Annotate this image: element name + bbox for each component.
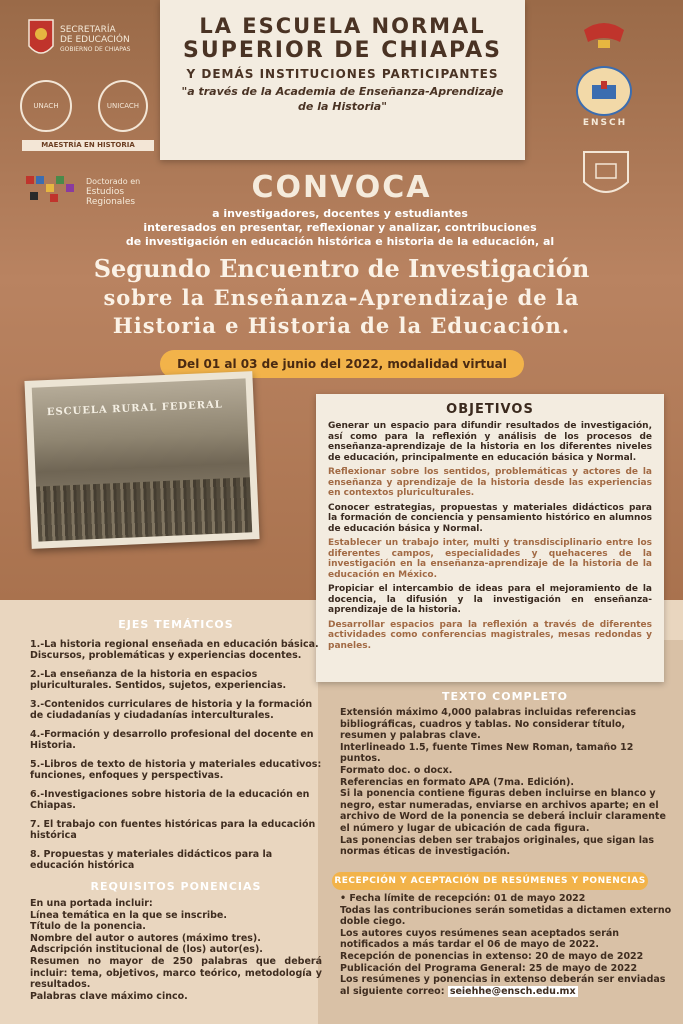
requisito-line: Línea temática en la que se inscribe. xyxy=(30,909,227,921)
intro-line3: de investigación en educación histórica e historia de la educación, al xyxy=(125,235,555,248)
recepcion-last-line: Los resúmenes y ponencias in extenso deberán ser enviadas al siguiente correo: xyxy=(340,974,666,997)
contact-email-link[interactable]: seiehhe@ensch.edu.mx xyxy=(449,985,576,997)
texto-line: Extensión máximo 4,000 palabras incluidas referencias bibliográficas, cuadros y tablas. No considerar título, resumen y palabras clave. xyxy=(340,707,637,742)
header-line5: de la Historia" xyxy=(298,100,387,113)
photo-crowd xyxy=(36,477,252,541)
intro-line2: interesados en presentar, reflexionar y analizar, contribuciones xyxy=(143,221,537,234)
photo-sign-text: ESCUELA RURAL FEDERAL xyxy=(46,399,224,419)
recepcion-line: Recepción de ponencias in extenso: 20 de mayo de 2022 xyxy=(340,950,644,962)
texto-line: Formato doc. o docx. xyxy=(340,764,453,776)
event-title-line3: Historia e Historia de la Educación. xyxy=(112,313,571,338)
header-line3: Y DEMÁS INSTITUCIONES PARTICIPANTES xyxy=(186,67,499,81)
doc-line1: Doctorado en xyxy=(86,177,141,186)
texto-completo-section xyxy=(340,690,670,858)
objetivo-item: Reflexionar sobre los sentidos, problemáticas y actores de la enseñanza y aprendizaje de la historia desde las experiencias en contextos pluriculturales. xyxy=(328,467,652,498)
ensch-label: ENSCH xyxy=(582,118,628,128)
ensch-seal-icon xyxy=(576,66,632,116)
event-title-line1: Segundo Encuentro de Investigación xyxy=(93,254,590,283)
eje-item: 4.-Formación y desarrollo profesional del docente en Historia. xyxy=(30,729,314,751)
secretaria-label xyxy=(60,25,130,55)
recepcion-line: • Fecha límite de recepción: 01 de mayo 2022 xyxy=(340,893,586,904)
historic-photo xyxy=(24,371,259,549)
eje-item: 8. Propuestas y materiales didácticos para la educación histórica xyxy=(30,849,273,871)
doc-line2: Estudios xyxy=(86,187,125,197)
eje-item: 2.-La enseñanza de la historia en espacios pluriculturales. Sentidos, sujetos, experiencias. xyxy=(30,669,287,691)
recepcion-line xyxy=(340,974,672,997)
recepcion-line: Los autores cuyos resúmenes sean aceptados serán notificados a más tardar el 06 de mayo de 2022. xyxy=(340,927,620,951)
requisito-line: En una portada incluir: xyxy=(30,898,153,909)
header-line2: SUPERIOR DE CHIAPAS xyxy=(183,38,502,63)
recepcion-line: Todas las contribuciones serán sometidas a dictamen externo doble ciego. xyxy=(340,904,672,928)
ensch-crest-icon xyxy=(576,20,632,70)
header-line4: "a través de la Academia de Enseñanza-Aprendizaje xyxy=(181,85,504,98)
requisito-line: Nombre del autor o autores (máximo tres). xyxy=(30,932,261,944)
requisito-line: Palabras clave máximo cinco. xyxy=(30,990,188,1002)
school-photo-image xyxy=(32,378,253,541)
unach-logo-icon xyxy=(20,80,72,132)
texto-line: Referencias en formato APA (7ma. Edición). xyxy=(340,776,574,788)
event-date-badge: Del 01 al 03 de junio del 2022, modalidad virtual xyxy=(160,350,524,378)
requisito-line: Adscripción institucional de (los) autor(es). xyxy=(30,944,263,956)
recepcion-section xyxy=(340,893,672,997)
requisito-line: Resumen no mayor de 250 palabras que deberá incluir: tema, objetivos, marco teórico, metodología y resultados. xyxy=(30,955,322,991)
eje-item: 7. El trabajo con fuentes históricas para la educación histórica xyxy=(30,819,316,841)
eje-item: 1.-La historia regional enseñada en educación básica. Discursos, problemáticas y experiencias docentes. xyxy=(30,639,319,661)
texto-line: Interlineado 1.5, fuente Times New Roman, tamaño 12 puntos. xyxy=(340,741,634,765)
objetivos-title: OBJETIVOS xyxy=(446,402,534,417)
requisitos-section xyxy=(30,880,322,1002)
recepcion-line: Publicación del Programa General: 25 de mayo de 2022 xyxy=(340,962,638,974)
unach-text: UNACH xyxy=(33,102,59,110)
maestria-label: MAESTRÍA EN HISTORIA xyxy=(22,140,154,151)
doc-line3: Regionales xyxy=(86,197,136,207)
convoca-heading: CONVOCA xyxy=(251,170,432,205)
unicach-logo-icon xyxy=(98,80,148,132)
eje-item: 5.-Libros de texto de historia y materiales educativos: funciones, enfoques y perspectivas. xyxy=(30,759,322,781)
sec-line3: GOBIERNO DE CHIAPAS xyxy=(60,46,131,53)
intro-line1: a investigadores, docentes y estudiantes xyxy=(212,207,468,220)
requisitos-title: REQUISITOS PONENCIAS xyxy=(90,880,262,893)
objetivo-item: Propiciar el intercambio de ideas para el mejoramiento de la docencia, la difusión y la investigación en enseñanza-aprendizaje de la historia. xyxy=(328,584,652,615)
objetivo-item: Conocer estrategias, propuestas y materiales didácticos para la formación de conciencia y pensamiento histórico en alumnos de educación básica y Normal. xyxy=(328,502,652,534)
chiapas-shield-icon xyxy=(26,16,56,62)
title-card xyxy=(160,0,525,160)
eje-item: 6.-Investigaciones sobre historia de la educación en Chiapas. xyxy=(30,789,310,811)
eje-item: 3.-Contenidos curriculares de historia y la formación de ciudadanías y ciudadanías interculturales. xyxy=(30,699,313,721)
texto-line: Las ponencias deben ser trabajos originales, que sigan las normas éticas de investigación. xyxy=(340,834,655,858)
objetivo-item: Establecer un trabajo inter, multi y transdisciplinario entre los diferentes campos, especialidades y quehaceres de la investigación en la enseñanza-aprendizaje de la historia de la educación en México. xyxy=(328,538,652,580)
texto-line: Si la ponencia contiene figuras deben incluirse en blanco y negro, estar numeradas, enviarse en archivos aparte; en el archivo de Word de la ponencia se deberá incluir claramente el número y lugar de ubicación de cada figura. xyxy=(340,788,666,834)
ejes-title: EJES TEMÁTICOS xyxy=(118,618,234,631)
intro-text xyxy=(110,207,570,249)
objetivo-item: Generar un espacio para difundir resultados de investigación, así como para la reflexión y análisis de los procesos de enseñanza-aprendizaje de la historia en los diferentes niveles de educación, principalmente en educación básica y Normal. xyxy=(328,421,652,463)
header-line1: LA ESCUELA NORMAL xyxy=(199,14,486,38)
texto-completo-title: TEXTO COMPLETO xyxy=(442,690,568,703)
ejes-section xyxy=(30,618,322,871)
sec-line2: DE EDUCACIÓN xyxy=(60,35,130,45)
unicach-text: UNICACH xyxy=(106,102,140,110)
event-title-line2: sobre la Enseñanza-Aprendizaje de la xyxy=(103,285,580,310)
objetivo-item: Desarrollar espacios para la reflexión a través de diferentes actividades como conferencias magistrales, mesas redondas y paneles. xyxy=(328,619,652,651)
recepcion-badge: RECEPCIÓN Y ACEPTACIÓN DE RESÚMENES Y PONENCIAS xyxy=(332,872,648,890)
objetivos-card xyxy=(316,394,664,682)
sec-line1: SECRETARÍA xyxy=(60,25,116,35)
requisito-line: Título de la ponencia. xyxy=(30,921,146,933)
